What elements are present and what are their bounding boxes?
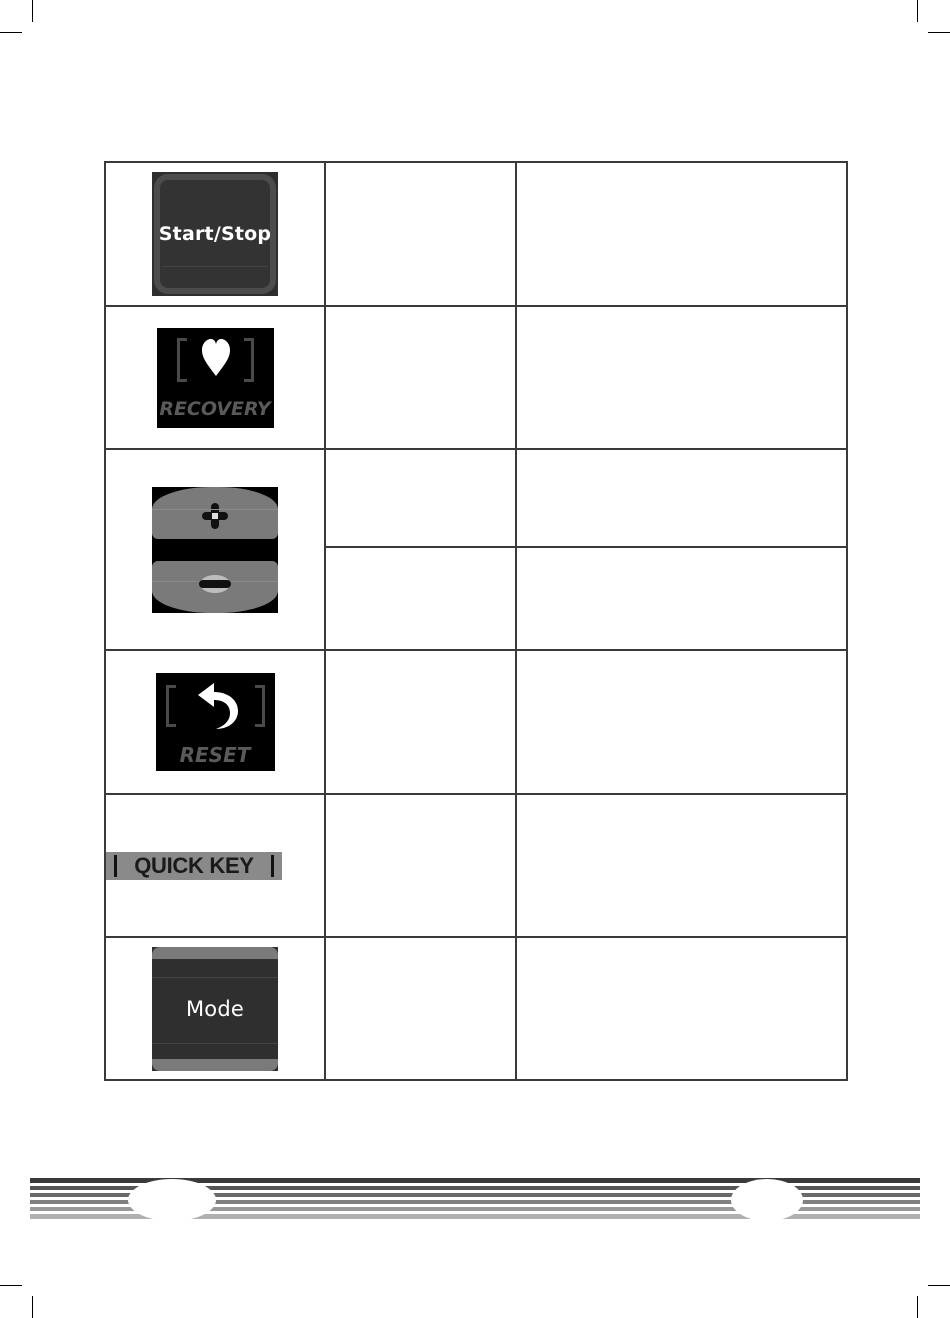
console-keys-table [104,161,848,1081]
mode-button-icon [152,947,278,1071]
return-arrow-icon [194,681,240,731]
heart-icon [201,338,231,378]
icon-cell [105,162,325,306]
icon-cell [105,650,325,794]
icon-cell [105,794,325,937]
minus-icon [198,573,232,595]
table-row [105,937,847,1080]
start-stop-label: Start/Stop [158,223,272,245]
icon-cell [105,306,325,449]
plus-icon [200,501,230,531]
table-row [105,449,847,547]
table-row [105,162,847,306]
key-description-cell [516,547,847,650]
key-description-cell [516,449,847,547]
table-row [105,794,847,937]
minus-key [152,561,278,613]
recovery-button-icon [157,328,274,428]
key-name-cell [325,794,516,937]
mode-label: Mode [185,996,245,1021]
table-row [105,650,847,794]
key-name-cell [325,937,516,1080]
key-name-cell [325,162,516,306]
key-name-cell [325,306,516,449]
key-name-cell [325,449,516,547]
start-stop-button-icon [152,172,278,296]
recovery-label: RECOVERY [159,397,271,420]
quick-key-label: QUICK KEY [134,852,254,878]
plus-minus-button-icon [152,487,278,613]
reset-button-icon [156,673,275,771]
table-row [105,306,847,449]
key-description-cell [516,794,847,937]
key-name-cell [325,547,516,650]
key-description-cell [516,162,847,306]
key-description-cell [516,306,847,449]
striped-band-icon [30,1178,920,1222]
key-description-cell [516,937,847,1080]
reset-label: RESET [179,743,251,767]
icon-cell [105,449,325,650]
quick-key-button-icon [106,852,282,880]
plus-key [152,487,278,539]
icon-cell [105,937,325,1080]
key-name-cell [325,650,516,794]
key-description-cell [516,650,847,794]
